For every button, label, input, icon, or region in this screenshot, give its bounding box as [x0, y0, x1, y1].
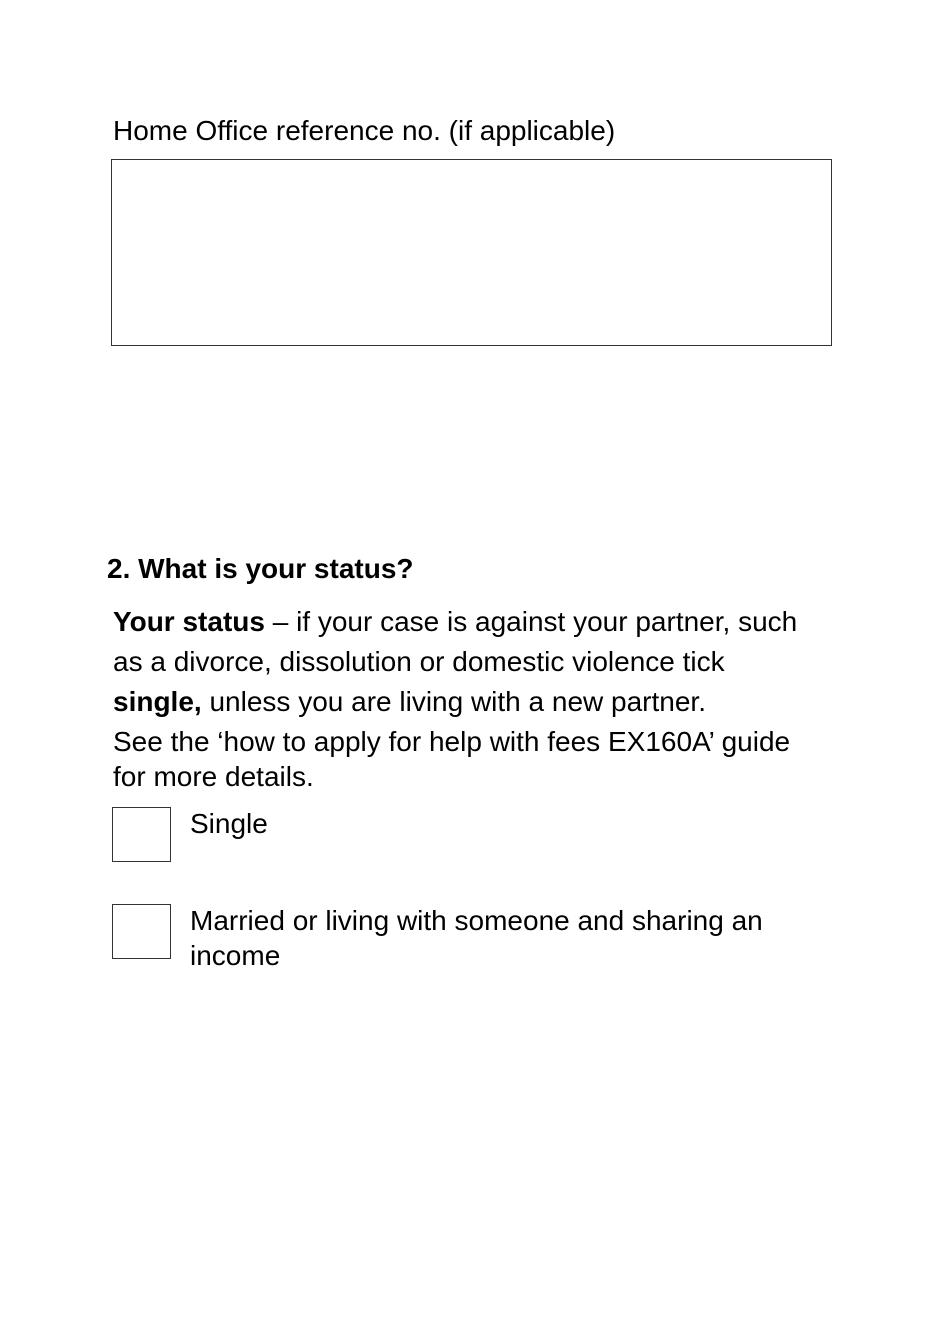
single-option-label — [190, 806, 268, 841]
married-option-line-1: Married or living with someone and sharing an — [190, 905, 763, 936]
home-office-reference-input[interactable] — [111, 159, 832, 346]
status-line-3-rest: unless you are living with a new partner. — [201, 686, 706, 717]
home-office-reference-label: Home Office reference no. (if applicable) — [113, 115, 616, 146]
status-instructions — [113, 602, 843, 722]
single-bold: single, — [113, 686, 202, 717]
status-line-1-rest: – if your case is against your partner, such — [264, 606, 798, 637]
single-option-text: Single — [190, 808, 268, 839]
guide-reference — [113, 724, 843, 794]
status-line-3 — [113, 682, 843, 722]
single-checkbox[interactable] — [112, 807, 171, 862]
married-checkbox[interactable] — [112, 904, 171, 959]
married-option-label — [190, 903, 763, 973]
your-status-bold: Your status — [113, 606, 265, 637]
guide-line-2: for more details. — [113, 761, 314, 792]
status-line-2: as a divorce, dissolution or domestic violence tick — [113, 646, 725, 677]
question-heading: 2. What is your status? — [107, 553, 414, 584]
status-line-1 — [113, 602, 843, 642]
guide-line-1: See the ‘how to apply for help with fees EX160A’ guide — [113, 726, 791, 757]
married-option-line-2: income — [190, 940, 281, 971]
